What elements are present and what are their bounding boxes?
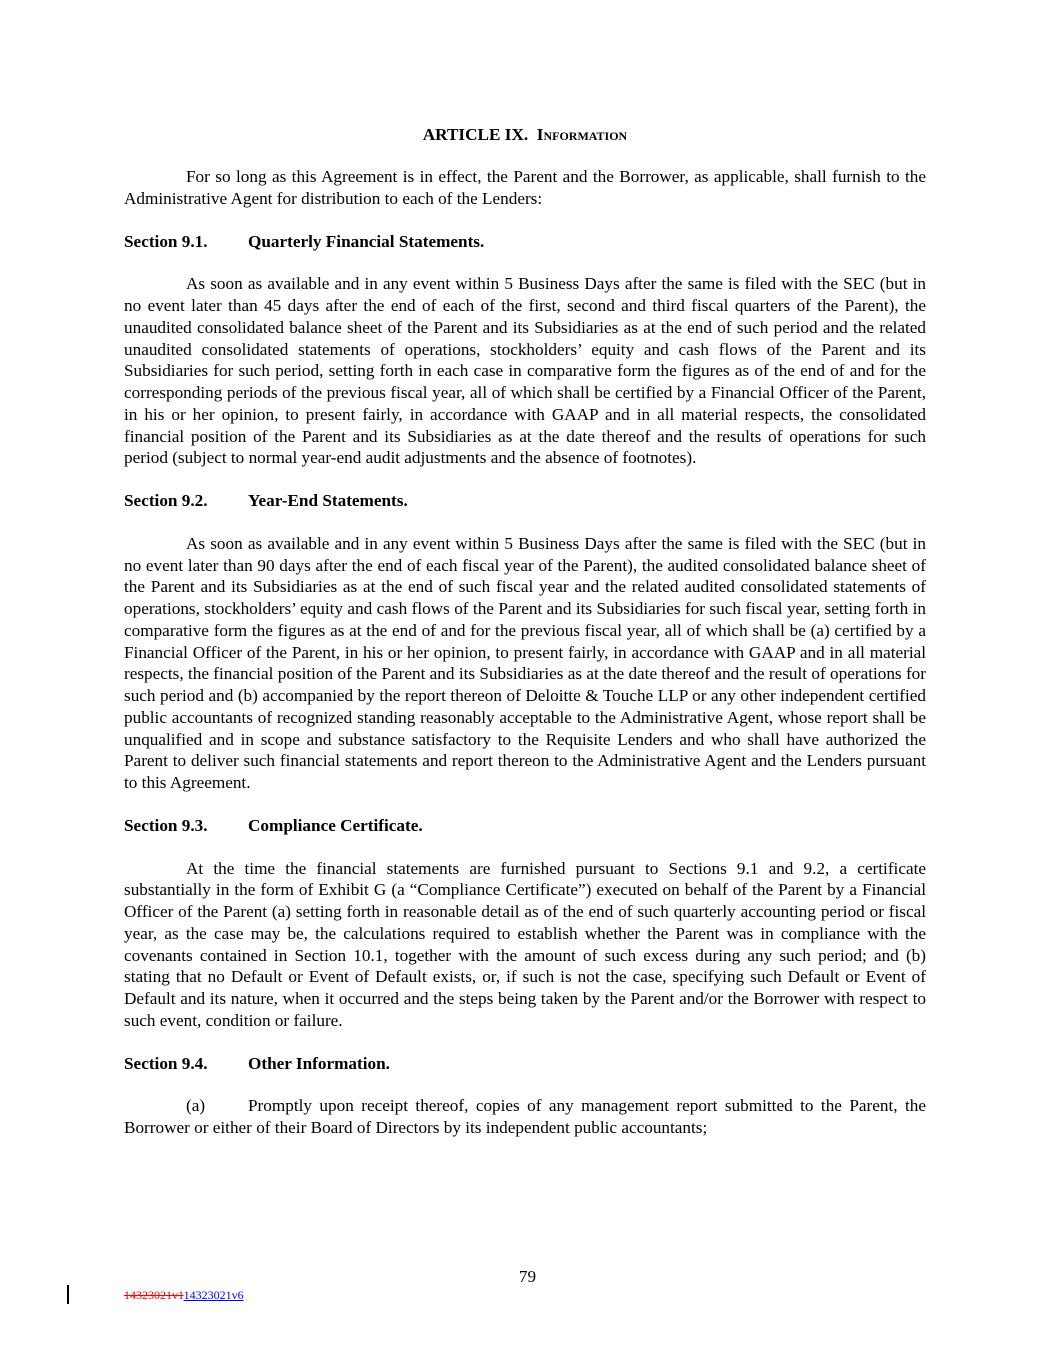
section-title: Quarterly Financial Statements. xyxy=(248,231,485,251)
section-9-4-item-a xyxy=(124,1095,926,1139)
document-id xyxy=(124,1288,244,1302)
page-number: 79 xyxy=(518,1267,537,1286)
section-heading-9-1 xyxy=(124,231,926,253)
section-number: Section 9.1. xyxy=(124,231,208,251)
section-title: Year-End Statements. xyxy=(248,491,408,510)
item-text: Promptly upon receipt thereof, copies of any management report submitted to the Parent, the Borrower or either of their Board of Directors by its independent public accountants; xyxy=(124,1096,926,1137)
section-number: Section 9.4. xyxy=(124,1053,208,1073)
page-body xyxy=(124,124,926,1139)
item-label: (a) xyxy=(186,1096,206,1116)
section-heading-9-3 xyxy=(124,815,926,837)
section-9-2-paragraph: As soon as available and in any event within 5 Business Days after the same is filed with the SEC (but in no event later than 90 days after the end of each fiscal year of the Parent), the audited consolidated balance sheet of the Parent and its Subsidiaries as at the end of such fiscal year and the related audited consolidated statements of operations, stockholders’ equity and cash flows of the Parent and its Subsidiaries for such fiscal year, setting forth in comparative form the figures as at the end of and for the previous fiscal year, all of which shall be (a) certified by a Financial Officer of the Parent, in his or her opinion, to present fairly, in accordance with GAAP and in all material respects, the financial position of the Parent and its Subsidiaries as at the date thereof and the result of operations for such period and (b) accompanied by the report thereon of Deloitte & Touche LLP or any other independent certified public accountants of recognized standing reasonably acceptable to the Administrative Agent, whose report shall be unqualified and in scope and substance satisfactory to the Requisite Lenders and who shall have authorized the Parent to deliver such financial statements and report thereon to the Administrative Agent and the Lenders pursuant to this Agreement. xyxy=(124,533,926,792)
section-heading-9-2 xyxy=(124,490,926,512)
article-number: ARTICLE IX. xyxy=(422,125,529,144)
doc-id-deleted: 14323021v1 xyxy=(124,1288,184,1302)
article-title: Information xyxy=(536,125,628,144)
section-title: Other Information. xyxy=(248,1053,390,1073)
section-number: Section 9.2. xyxy=(124,491,208,510)
section-9-1-paragraph: As soon as available and in any event within 5 Business Days after the same is filed with the SEC (but in no event later than 45 days after the end of each of the first, second and third fiscal quarters of the Parent), the unaudited consolidated balance sheet of the Parent and its Subsidiaries as at the end of such period and the related unaudited consolidated statements of operations, stockholders’ equity and cash flows of the Parent and its Subsidiaries for such period, setting forth in each case in comparative form the figures as of the end of and for the corresponding periods of the previous fiscal year, all of which shall be certified by a Financial Officer of the Parent, in his or her opinion, to present fairly, in accordance with GAAP and in all material respects, the consolidated financial position of the Parent and its Subsidiaries as at the date thereof and the results of operations for such period (subject to normal year-end audit adjustments and the absence of footnotes). xyxy=(124,274,926,468)
revision-change-bar xyxy=(67,1285,69,1304)
section-title: Compliance Certificate. xyxy=(248,815,423,835)
section-9-3-paragraph: At the time the financial statements are furnished pursuant to Sections 9.1 and 9.2, a certificate substantially in the form of Exhibit G (a “Compliance Certificate”) executed on behalf of the Parent by a Financial Officer of the Parent (a) setting forth in reasonable detail as of the end of such quarterly accounting period or fiscal year, as the case may be, the calculations required to establish whether the Parent was in compliance with the covenants contained in Section 10.1, together with the amount of such excess during any such period; and (b) stating that no Default or Event of Default exists, or, if such is not the case, specifying such Default or Event of Default and its nature, when it occurred and the steps being taken by the Parent and/or the Borrower with respect to such event, condition or failure. xyxy=(124,858,926,1030)
article-heading xyxy=(124,124,926,146)
intro-paragraph: For so long as this Agreement is in effect, the Parent and the Borrower, as applicable, shall furnish to the Administrative Agent for distribution to each of the Lenders: xyxy=(124,167,926,208)
doc-id-inserted: 14323021v6 xyxy=(183,1288,244,1302)
section-number: Section 9.3. xyxy=(124,815,208,835)
section-heading-9-4 xyxy=(124,1053,926,1075)
